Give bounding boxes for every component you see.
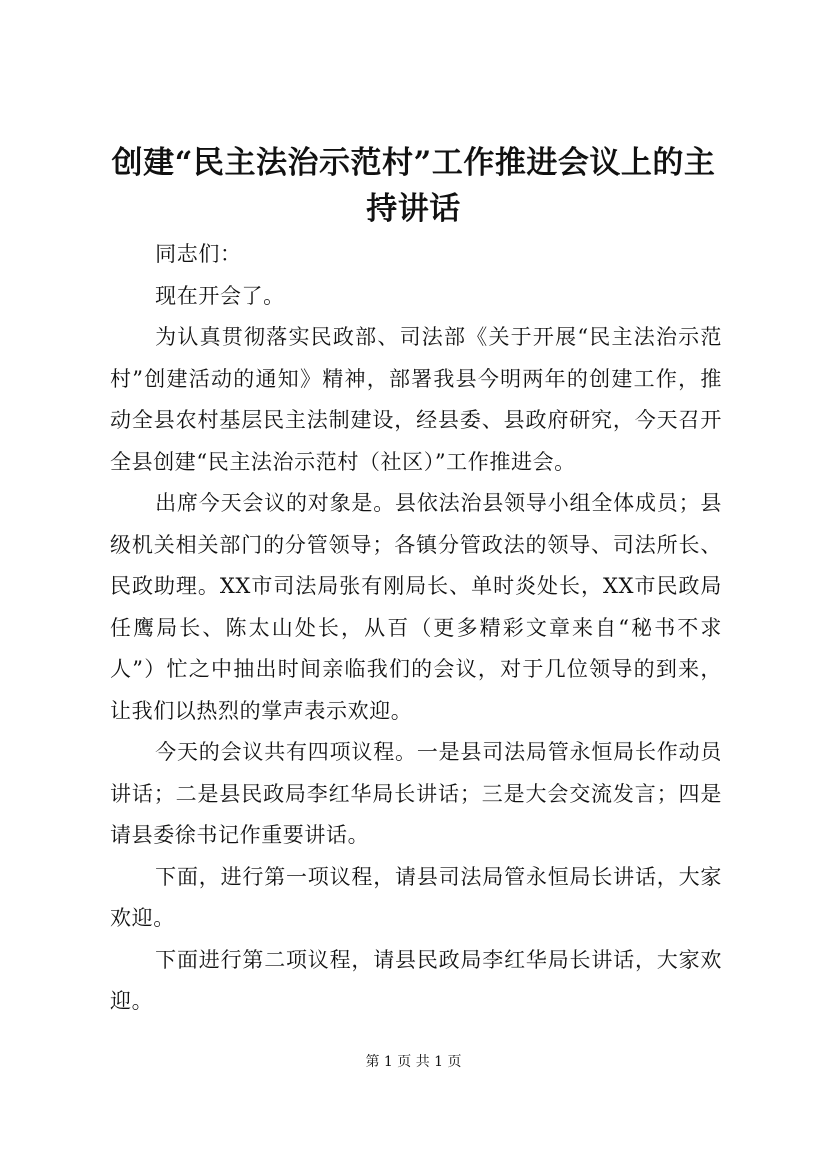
paragraph-agenda: 今天的会议共有四项议程。一是县司法局管永恒局长作动员讲话；二是县民政局李红华局长讲话；三是大会交流发言；四是请县委徐书记作重要讲话。 bbox=[110, 740, 722, 847]
paragraph-purpose: 为认真贯彻落实民政部、司法部《关于开展“民主法治示范村”创建活动的通知》精神，部署我县今明两年的创建工作，推动全县农村基层民主法制建设，经县委、县政府研究，今天召开全县创建“民主法治示范村（社区）”工作推进会。 bbox=[110, 325, 722, 474]
paragraph-item-two: 下面进行第二项议程，请县民政局李红华局长讲话，大家欢迎。 bbox=[110, 947, 722, 1013]
paragraph-attendees: 出席今天会议的对象是。县依法治县领导小组全体成员；县级机关相关部门的分管领导；各镇分管政法的领导、司法所长、民政助理。XX市司法局张有刚局长、单时炎处长，XX市民政局任鹰局长、陈太山处长，从百（更多精彩文章来自“秘书不求人”）忙之中抽出时间亲临我们的会议，对于几位领导的到来，让我们以热烈的掌声表示欢迎。 bbox=[110, 491, 722, 723]
document-body bbox=[110, 234, 722, 1023]
document-title: 创建“民主法治示范村”工作推进会议上的主持讲话 bbox=[111, 145, 716, 227]
paragraph-item-one: 下面，进行第一项议程，请县司法局管永恒局长讲话，大家欢迎。 bbox=[110, 864, 722, 930]
page-footer: 第 1 页 共 1 页 bbox=[365, 1054, 462, 1070]
paragraph-opening: 现在开会了。 bbox=[155, 283, 285, 308]
paragraph-salutation: 同志们： bbox=[155, 242, 242, 266]
